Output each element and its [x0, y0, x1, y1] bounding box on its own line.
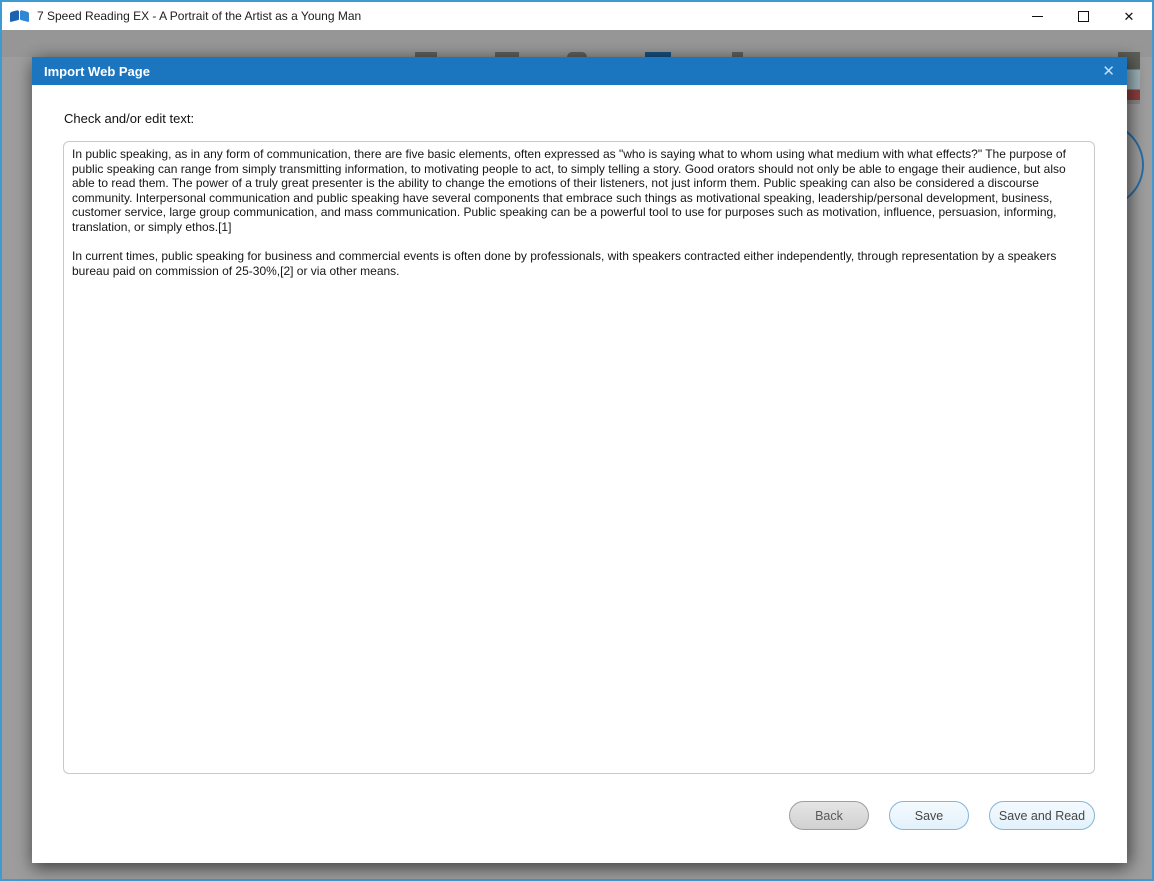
dialog-button-row: [789, 801, 1095, 830]
window-titlebar[interactable]: [2, 2, 1152, 30]
window-title: 7 Speed Reading EX - A Portrait of the Artist as a Young Man: [37, 9, 362, 23]
save-button[interactable]: Save: [889, 801, 969, 830]
maximize-icon: [1078, 11, 1089, 22]
maximize-button[interactable]: [1060, 2, 1106, 30]
import-web-page-dialog: [32, 57, 1127, 863]
app-logo-book-icon: [10, 10, 29, 23]
back-button[interactable]: Back: [789, 801, 869, 830]
dialog-title: Import Web Page: [44, 63, 150, 79]
dialog-header: [32, 57, 1127, 85]
book-right-page: [20, 9, 29, 21]
minimize-button[interactable]: [1014, 2, 1060, 30]
close-window-icon: ✕: [1123, 8, 1135, 24]
book-left-page: [10, 9, 19, 21]
save-and-read-button[interactable]: Save and Read: [989, 801, 1095, 830]
close-window-button[interactable]: [1106, 2, 1152, 30]
window-controls: [1014, 2, 1152, 30]
dialog-close-icon[interactable]: ✕: [1102, 62, 1115, 80]
edit-text-label: Check and/or edit text:: [64, 111, 195, 126]
imported-text-editor[interactable]: [63, 141, 1095, 774]
minimize-icon: [1032, 16, 1043, 17]
